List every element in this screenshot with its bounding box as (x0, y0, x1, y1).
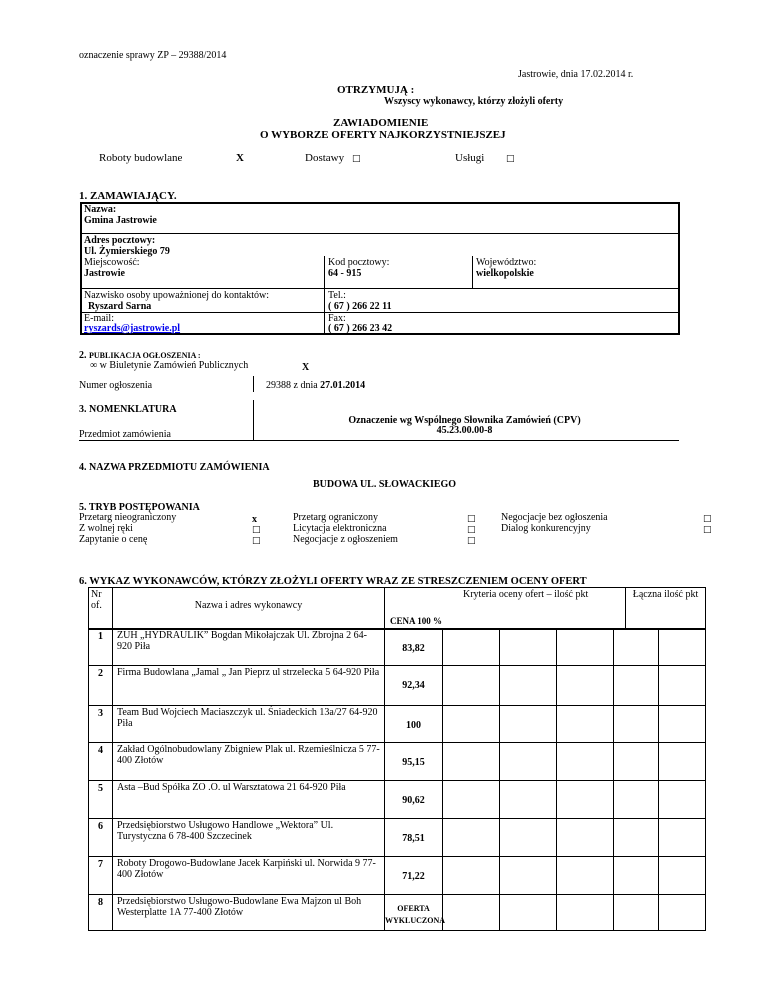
table-cell (556, 818, 614, 857)
header-total-cell (625, 587, 706, 630)
supplies-checkbox[interactable]: □ (352, 154, 361, 164)
table-cell (613, 780, 659, 819)
table-cell (613, 742, 659, 781)
table-cell (442, 818, 500, 857)
table-cell (556, 628, 614, 666)
table-cell (499, 818, 557, 857)
contractor-name: Asta –Bud Spółka ZO .O. ul Warsztatowa 21 64-920 Piła (117, 782, 346, 793)
place-date: Jastrowie, dnia 17.02.2014 r. (518, 69, 634, 80)
table-cell (112, 628, 385, 666)
mode-single-source: Z wolnej ręki (79, 523, 133, 534)
table-cell (499, 742, 557, 781)
mode-request-quote: Zapytanie o cenę (79, 534, 148, 545)
table-cell (658, 665, 706, 706)
case-reference: oznaczenie sprawy ZP – 29388/2014 (79, 50, 227, 61)
table-cell (384, 780, 443, 819)
section1-heading: 1. ZAMAWIAJĄCY. (79, 190, 177, 202)
table-cell (613, 818, 659, 857)
table-cell (112, 742, 385, 781)
table-cell (499, 780, 557, 819)
table-cell (613, 628, 659, 666)
table-cell (658, 705, 706, 743)
table-cell (112, 780, 385, 819)
row-number: 2 (98, 668, 103, 679)
table-cell (442, 705, 500, 743)
tel-value: ( 67 ) 266 22 11 (328, 301, 392, 312)
header-name-cell (112, 587, 385, 630)
divider (324, 256, 325, 288)
fax-value: ( 67 ) 266 23 42 (328, 323, 393, 334)
cpv-value: 45.23.00.00-8 (436, 425, 493, 436)
divider (81, 233, 679, 234)
table-cell (112, 818, 385, 857)
price-score: 100 (406, 720, 421, 731)
table-cell (112, 665, 385, 706)
table-cell (442, 742, 500, 781)
tel-label: Tel.: (328, 290, 346, 301)
section6-heading: 6. WYKAZ WYKONAWCÓW, KTÓRZY ZŁOŻYLI OFERTY WRAZ ZE STRESZCZENIEM OCENY OFERT (79, 576, 587, 587)
table-cell (556, 742, 614, 781)
section5-heading: 5. TRYB POSTĘPOWANIA (79, 502, 200, 513)
table-cell (499, 894, 557, 931)
table-cell (556, 780, 614, 819)
mode-competitive-dialogue-checkbox[interactable]: □ (703, 525, 712, 535)
subject-label: Przedmiot zamówienia (79, 429, 171, 440)
table-cell (88, 780, 113, 819)
bulletin-label: w Biuletynie Zamówień Publicznych (99, 360, 249, 371)
contractor-name: Roboty Drogowo-Budowlane Jacek Karpiński ul. Norwida 9 77-400 Złotów (117, 858, 376, 880)
price-score: 90,62 (402, 795, 425, 806)
address-value: Ul. Żymierskiego 79 (84, 246, 170, 257)
header-total: Łączna ilość pkt (632, 589, 699, 600)
mode-restricted-tender: Przetarg ograniczony (293, 512, 379, 523)
mode-negotiation-no-notice-checkbox[interactable]: □ (703, 514, 712, 524)
table-cell (613, 856, 659, 895)
contractor-name: Team Bud Wojciech Maciaszczyk ul. Śniadeckich 13a/27 64-920 Piła (117, 707, 378, 729)
bulletin-mark: X (302, 362, 310, 373)
address-label: Adres pocztowy: (84, 235, 156, 246)
works-mark: X (236, 152, 244, 164)
notice-date: 27.01.2014 (320, 380, 366, 391)
table-cell (556, 894, 614, 931)
mode-open-tender: Przetarg nieograniczony (79, 512, 177, 523)
price-score: 92,34 (402, 680, 425, 691)
section3-heading: 3. NOMENKLATURA (79, 404, 177, 415)
bulletin-row (90, 360, 248, 371)
notice-z: z (293, 380, 298, 391)
notice-number-row (266, 380, 365, 391)
price-score: 83,82 (402, 643, 425, 654)
table-cell (556, 856, 614, 895)
table-cell (88, 818, 113, 857)
contractor-name: ZUH „HYDRAULIK” Bogdan Mikołajczak Ul. Zbrojna 2 64-920 Piła (117, 630, 367, 652)
table-cell (384, 818, 443, 857)
table-cell (88, 665, 113, 706)
row-number: 3 (98, 708, 103, 719)
section2-title: PUBLIKACJA OGŁOSZENIA : (89, 351, 201, 360)
divider (81, 312, 324, 313)
header-nr: Nr of. (91, 589, 102, 611)
row-number: 4 (98, 745, 103, 756)
table-cell (658, 856, 706, 895)
contractor-name: Zakład Ogólnobudowlany Zbigniew Plak ul. Rzemieślnicza 5 77-400 Złotów (117, 744, 380, 766)
price-score: 95,15 (402, 757, 425, 768)
mode-request-quote-checkbox[interactable]: □ (252, 536, 261, 546)
table-cell (384, 894, 446, 931)
name-label: Nazwa: (84, 204, 117, 215)
table-cell (442, 665, 500, 706)
table-cell (613, 665, 659, 706)
table-cell (499, 856, 557, 895)
supplies-label: Dostawy (305, 152, 345, 164)
postal-value: 64 - 915 (328, 268, 362, 279)
price-score: OFERTA WYKLUCZONA (385, 904, 446, 925)
mode-negotiation-notice: Negocjacje z ogłoszeniem (293, 534, 398, 545)
mode-negotiation-no-notice: Negocjacje bez ogłoszenia (501, 512, 608, 523)
recipients-title: OTRZYMUJĄ : (337, 84, 415, 96)
contact-value: Ryszard Sarna (88, 301, 152, 312)
province-value: wielkopolskie (476, 268, 534, 279)
divider (79, 440, 679, 441)
table-cell (384, 742, 443, 781)
table-cell (556, 705, 614, 743)
contracting-authority-box (80, 202, 680, 335)
divider (325, 312, 679, 313)
table-cell (384, 628, 443, 666)
contract-name: BUDOWA UL. SŁOWACKIEGO (313, 479, 457, 490)
notice-subtitle: O WYBORZE OFERTY NAJKORZYSTNIEJSZEJ (260, 129, 506, 141)
cpv-label: Oznaczenie wg Wspólnego Słownika Zamówień (CPV) (348, 415, 581, 426)
bullet-icon: ∞ (90, 360, 98, 371)
contact-label: Nazwisko osoby upoważnionej do kontaktów: (84, 290, 269, 301)
table-cell (613, 705, 659, 743)
table-cell (88, 705, 113, 743)
table-cell (112, 894, 385, 931)
row-number: 6 (98, 821, 103, 832)
mode-open-tender-mark[interactable]: x (252, 514, 257, 525)
table-cell (658, 894, 706, 931)
table-cell (658, 628, 706, 666)
city-value: Jastrowie (84, 268, 125, 279)
table-cell (112, 856, 385, 895)
divider (253, 376, 254, 392)
row-number: 5 (98, 783, 103, 794)
table-cell (658, 780, 706, 819)
notice-dnia: dnia (300, 380, 318, 391)
table-cell (88, 856, 113, 895)
fax-label: Fax: (328, 313, 346, 324)
section4-heading: 4. NAZWA PRZEDMIOTU ZAMÓWIENIA (79, 462, 270, 473)
row-number: 8 (98, 897, 103, 908)
price-score: 78,51 (402, 833, 425, 844)
mode-competitive-dialogue: Dialog konkurencyjny (501, 523, 591, 534)
contractor-name: Firma Budowlana „Jamal „ Jan Pieprz ul strzelecka 5 64-920 Piła (117, 667, 380, 678)
row-number: 7 (98, 859, 103, 870)
mode-restricted-tender-checkbox[interactable]: □ (467, 514, 476, 524)
table-cell (442, 856, 500, 895)
price-score: 71,22 (402, 871, 425, 882)
name-value: Gmina Jastrowie (84, 215, 157, 226)
recipients-text: Wszyscy wykonawcy, którzy złożyli oferty (384, 96, 564, 107)
services-label: Usługi (455, 152, 485, 164)
table-cell (384, 856, 443, 895)
table-cell (658, 742, 706, 781)
postal-label: Kod pocztowy: (328, 257, 390, 268)
table-cell (442, 628, 500, 666)
notice-number-label: Numer ogłoszenia (79, 380, 153, 391)
row-number: 1 (98, 631, 103, 642)
mode-e-auction: Licytacja elektroniczna (293, 523, 387, 534)
table-cell (384, 705, 443, 743)
email-link[interactable]: ryszards@jastrowie.pl (84, 323, 181, 334)
header-name: Nazwa i adres wykonawcy (194, 600, 303, 611)
notice-number-value: 29388 (266, 380, 291, 391)
divider (324, 288, 325, 334)
city-label: Miejscowość: (84, 257, 140, 268)
table-cell (658, 818, 706, 857)
notice-title: ZAWIADOMIENIE (333, 117, 429, 129)
table-cell (442, 894, 500, 931)
table-cell (112, 705, 385, 743)
email-label: E-mail: (84, 313, 114, 324)
mode-single-source-checkbox[interactable]: □ (252, 525, 261, 535)
province-label: Województwo: (476, 257, 537, 268)
table-cell (499, 665, 557, 706)
header-nr-cell (88, 587, 113, 630)
table-cell (88, 628, 113, 666)
table-cell (442, 780, 500, 819)
table-cell (556, 665, 614, 706)
table-cell (613, 894, 659, 931)
contractor-name: Przedsiębiorstwo Usługowo-Budowlane Ewa Majzon ul Boh Westerplatte 1A 77-400 Złotów (117, 896, 362, 918)
mode-negotiation-notice-checkbox[interactable]: □ (467, 536, 476, 546)
table-cell (88, 742, 113, 781)
services-checkbox[interactable]: □ (506, 154, 515, 164)
header-price: CENA 100 % (390, 616, 443, 626)
divider (472, 256, 473, 288)
table-cell (384, 665, 443, 706)
contractor-name: Przedsiębiorstwo Usługowo Handlowe „Wektora” Ul. Turystyczna 6 78-400 Szczecinek (117, 820, 334, 842)
works-label: Roboty budowlane (99, 152, 183, 164)
table-cell (499, 628, 557, 666)
section2-number: 2. (79, 350, 87, 361)
header-criteria: Kryteria oceny ofert – ilość pkt (463, 589, 589, 600)
table-cell (499, 705, 557, 743)
divider (81, 288, 679, 289)
mode-e-auction-checkbox[interactable]: □ (467, 525, 476, 535)
table-cell (88, 894, 113, 931)
